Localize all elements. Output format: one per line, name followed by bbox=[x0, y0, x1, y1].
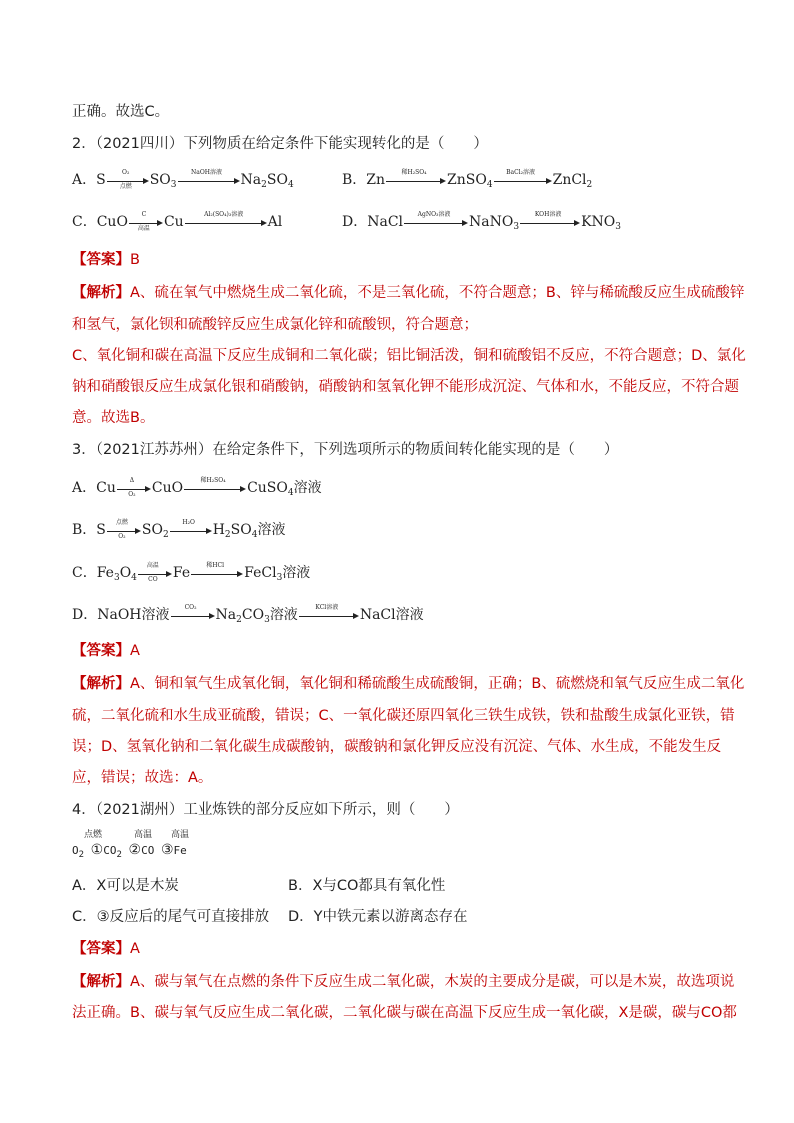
q4-option-b bbox=[288, 876, 445, 896]
analysis-text: 应，错误；故选：A。 bbox=[72, 770, 213, 786]
formula: SO bbox=[149, 172, 171, 188]
formula: NaOH溶液 bbox=[97, 607, 170, 623]
analysis-text: C、氧化铜和碳在高温下反应生成铜和二氧化碳；铝比铜活泼，铜和硫酸铝不反应，不符合题意；D、氯化 bbox=[72, 348, 746, 364]
arrow-condition: 高温 bbox=[137, 225, 150, 232]
arrow-condition: BaCl₂溶液 bbox=[506, 169, 536, 176]
subscript: 3 bbox=[276, 573, 283, 583]
arrow-condition: CO₂ bbox=[184, 604, 197, 611]
formula: CO bbox=[141, 844, 155, 857]
reaction-arrow bbox=[520, 212, 580, 232]
formula: SO bbox=[141, 522, 163, 538]
formula: CuO bbox=[96, 214, 128, 230]
reaction-arrow bbox=[129, 212, 163, 232]
analysis-label: 【解析】 bbox=[72, 974, 130, 990]
arrow-condition: O₂ bbox=[122, 169, 130, 176]
subscript: 3 bbox=[513, 222, 520, 232]
option-text: A．X可以是木炭 bbox=[72, 878, 179, 894]
formula: Cu bbox=[96, 480, 116, 496]
subscript: 3 bbox=[113, 573, 120, 583]
q4-option-d bbox=[288, 907, 468, 927]
arrow-condition: H₂O bbox=[182, 519, 195, 526]
text-span: 2．（2021四川）下列物质在给定条件下能实现转化的是（ ） bbox=[72, 136, 488, 152]
formula-suffix: 溶液 bbox=[269, 607, 298, 623]
subscript: 2 bbox=[162, 530, 169, 540]
step-marker: ② bbox=[128, 842, 142, 858]
option-prefix: C． bbox=[72, 214, 97, 230]
reaction-arrow bbox=[191, 563, 243, 583]
reaction-scheme bbox=[72, 830, 252, 864]
q4-option-a bbox=[72, 876, 179, 896]
formula: S bbox=[96, 522, 106, 538]
option-text: C．③反应后的尾气可直接排放 bbox=[72, 909, 270, 925]
step-marker: ③ bbox=[160, 842, 174, 858]
arrow-condition: CO bbox=[148, 576, 158, 583]
q2-option-d bbox=[342, 212, 621, 237]
scheme-condition: 高温 bbox=[171, 830, 190, 840]
q3-answer bbox=[72, 641, 140, 661]
q4-analysis-line bbox=[72, 972, 734, 992]
arrow-condition: NaOH溶液 bbox=[191, 169, 223, 176]
reaction-arrow bbox=[171, 605, 215, 625]
q2-option-b bbox=[342, 170, 592, 195]
formula: O bbox=[119, 565, 132, 581]
scheme-condition: 点燃 bbox=[84, 830, 103, 840]
subscript: 4 bbox=[287, 488, 294, 498]
subscript: 2 bbox=[586, 180, 593, 190]
option-prefix: D． bbox=[342, 214, 368, 230]
reaction-arrow bbox=[386, 170, 446, 190]
q3-analysis-line bbox=[72, 768, 212, 788]
q2-option-c bbox=[72, 212, 282, 232]
q3-option-b bbox=[72, 520, 285, 545]
answer-value: A bbox=[130, 941, 140, 957]
answer-label: 【答案】 bbox=[72, 252, 130, 268]
q2-analysis-line bbox=[72, 346, 746, 366]
analysis-label: 【解析】 bbox=[72, 676, 130, 692]
reaction-arrow bbox=[184, 478, 246, 498]
question-2-stem bbox=[72, 134, 488, 154]
continuation-text bbox=[72, 102, 169, 122]
arrow-condition: O₂ bbox=[128, 491, 136, 498]
subscript: 4 bbox=[486, 180, 493, 190]
subscript: 2 bbox=[78, 850, 85, 860]
q3-option-c bbox=[72, 563, 310, 588]
q3-analysis-line bbox=[72, 674, 744, 694]
q2-analysis-line bbox=[72, 377, 739, 397]
formula: CO bbox=[103, 844, 117, 857]
arrow-condition: KOH溶液 bbox=[534, 211, 562, 218]
answer-label: 【答案】 bbox=[72, 643, 130, 659]
arrow-condition: KCl溶液 bbox=[315, 604, 339, 611]
option-prefix: A． bbox=[72, 172, 97, 188]
formula: Na bbox=[240, 172, 262, 188]
formula: S bbox=[96, 172, 106, 188]
question-4-stem bbox=[72, 800, 459, 820]
formula: H bbox=[212, 522, 225, 538]
formula: Fe bbox=[96, 565, 114, 581]
arrow-condition: 高温 bbox=[146, 562, 159, 569]
reaction-arrow bbox=[107, 520, 141, 540]
q2-analysis-line bbox=[72, 315, 478, 335]
analysis-text: 硫，二氧化硫和水生成亚硫酸，错误；C、一氧化碳还原四氧化三铁生成铁，铁和盐酸生成氯化亚铁，错 bbox=[72, 708, 735, 724]
q2-answer bbox=[72, 250, 140, 270]
q2-analysis-line bbox=[72, 283, 744, 303]
subscript: 2 bbox=[236, 615, 242, 625]
reaction-arrow bbox=[178, 170, 240, 190]
subscript: 3 bbox=[264, 615, 270, 625]
subscript: 4 bbox=[131, 573, 137, 583]
analysis-text: 钠和硝酸银反应生成氯化银和硝酸钠，硝酸钠和氢氧化钾不能形成沉淀、气体和水，不能反应，不符合题 bbox=[72, 379, 739, 395]
subscript: 4 bbox=[251, 530, 258, 540]
subscript: 3 bbox=[170, 180, 177, 190]
arrow-condition: Δ bbox=[129, 477, 135, 484]
formula: NaCl bbox=[367, 214, 404, 230]
analysis-label: 【解析】 bbox=[72, 285, 130, 301]
subscript: 4 bbox=[287, 180, 294, 190]
arrow-condition: 稀H₂SO₄ bbox=[200, 477, 226, 484]
arrow-condition: 点燃 bbox=[115, 519, 128, 526]
q3-option-d bbox=[72, 605, 424, 630]
analysis-text: 法正确。B、碳与氧气反应生成二氧化碳，二氧化碳与碳在高温下反应生成一氧化碳，X是碳，碳与CO都 bbox=[72, 1005, 737, 1021]
formula: Fe bbox=[172, 565, 191, 581]
formula: CuSO bbox=[247, 480, 288, 496]
reaction-arrow bbox=[170, 520, 212, 540]
analysis-text: 意。故选B。 bbox=[72, 410, 155, 426]
answer-label: 【答案】 bbox=[72, 941, 130, 957]
subscript: 2 bbox=[261, 180, 267, 190]
q3-option-a bbox=[72, 478, 322, 503]
arrow-condition: C bbox=[141, 211, 147, 218]
reaction-arrow bbox=[299, 605, 359, 625]
q4-analysis-line bbox=[72, 1003, 737, 1023]
scheme-condition: 高温 bbox=[134, 830, 153, 840]
formula: FeCl bbox=[244, 565, 277, 581]
option-prefix: B． bbox=[72, 522, 97, 538]
reaction-arrow bbox=[494, 170, 552, 190]
q4-answer bbox=[72, 939, 140, 959]
reaction-arrow bbox=[185, 212, 267, 232]
formula: Al bbox=[267, 214, 283, 230]
analysis-text: 和氢气，氯化钡和硫酸锌反应生成氯化锌和硫酸钡，符合题意； bbox=[72, 317, 478, 333]
formula: Cu bbox=[163, 214, 184, 230]
option-prefix: C． bbox=[72, 565, 97, 581]
reaction-arrow bbox=[117, 478, 151, 498]
formula-suffix: 溶液 bbox=[282, 565, 311, 581]
q2-analysis-line bbox=[72, 408, 154, 428]
step-marker: ① bbox=[90, 842, 104, 858]
text-span: 4．（2021湖州）工业炼铁的部分反应如下所示，则（ ） bbox=[72, 802, 459, 818]
option-text: D．Y中铁元素以游离态存在 bbox=[288, 909, 468, 925]
arrow-condition: 稀HCl bbox=[206, 562, 225, 569]
formula: CO bbox=[241, 607, 265, 623]
reaction-arrow bbox=[404, 212, 468, 232]
arrow-condition: O₂ bbox=[118, 533, 126, 540]
option-prefix: A． bbox=[72, 480, 97, 496]
formula: SO bbox=[230, 522, 252, 538]
option-prefix: B． bbox=[342, 172, 367, 188]
arrow-condition: AgNO₃溶液 bbox=[417, 211, 451, 218]
option-prefix: D． bbox=[72, 607, 98, 623]
formula-suffix: 溶液 bbox=[293, 480, 322, 496]
q2-option-a bbox=[72, 170, 294, 195]
arrow-condition: 点燃 bbox=[119, 183, 132, 190]
formula: ZnCl bbox=[552, 172, 587, 188]
arrow-condition: 稀H₂SO₄ bbox=[401, 169, 427, 176]
formula: NaCl溶液 bbox=[359, 607, 424, 623]
analysis-text: 误；D、氢氧化钠和二氧化碳生成碳酸钠，碳酸钠和氯化钾反应没有沉淀、气体、水生成，不能发生反 bbox=[72, 739, 722, 755]
formula: Fe bbox=[173, 844, 187, 857]
formula: Na bbox=[215, 607, 237, 623]
formula: KNO bbox=[581, 214, 616, 230]
reaction-arrow bbox=[138, 563, 172, 583]
analysis-text: A、铜和氧气生成氧化铜，氧化铜和稀硫酸生成硫酸铜，正确；B、硫燃烧和氧气反应生成二氧化 bbox=[130, 676, 745, 692]
formula: ZnSO bbox=[447, 172, 487, 188]
answer-value: A bbox=[130, 643, 140, 659]
reaction-arrow bbox=[107, 170, 149, 190]
formula: CuO bbox=[151, 480, 184, 496]
answer-value: B bbox=[130, 252, 140, 268]
formula-suffix: 溶液 bbox=[257, 522, 286, 538]
formula: NaNO bbox=[469, 214, 514, 230]
subscript: 2 bbox=[224, 530, 231, 540]
question-3-stem bbox=[72, 440, 618, 460]
analysis-text: A、碳与氧气在点燃的条件下反应生成二氧化碳，木炭的主要成分是碳，可以是木炭，故选项说 bbox=[130, 974, 735, 990]
formula: SO bbox=[266, 172, 288, 188]
q3-analysis-line bbox=[72, 706, 735, 726]
analysis-text: A、硫在氧气中燃烧生成二氧化硫，不是三氧化硫，不符合题意；B、锌与稀硫酸反应生成硫酸锌 bbox=[130, 285, 745, 301]
text-span: 正确。故选C。 bbox=[72, 104, 170, 120]
option-text: B．X与CO都具有氧化性 bbox=[288, 878, 446, 894]
subscript: 2 bbox=[116, 850, 122, 860]
arrow-condition: Al₂(SO₄)₃溶液 bbox=[204, 211, 244, 218]
q4-option-c bbox=[72, 907, 269, 927]
subscript: 3 bbox=[615, 222, 622, 232]
formula: O bbox=[72, 844, 79, 857]
formula: Zn bbox=[366, 172, 386, 188]
q3-analysis-line bbox=[72, 737, 721, 757]
text-span: 3．（2021江苏苏州）在给定条件下，下列选项所示的物质间转化能实现的是（ ） bbox=[72, 442, 619, 458]
